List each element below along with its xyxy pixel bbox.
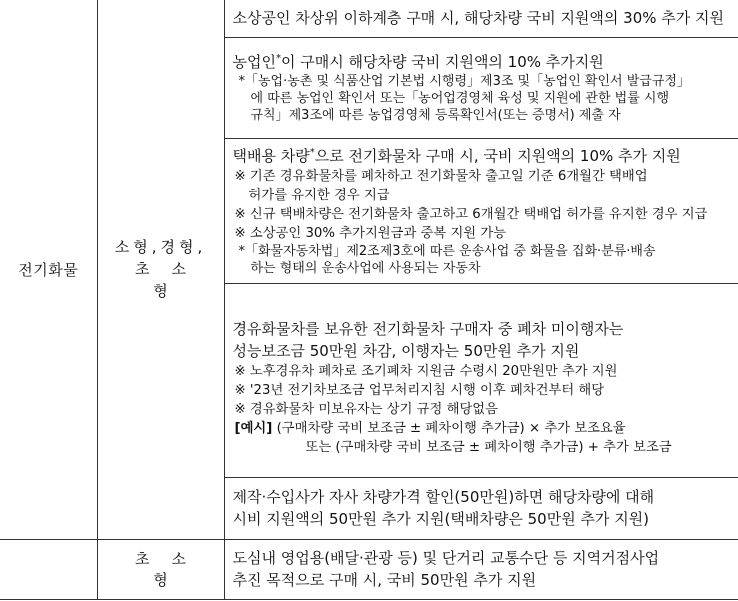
row3-note-3: ※ 소상공인 30% 추가지원금과 중복 지원 가능 — [234, 225, 507, 241]
row2-foot-line2: 에 따른 농업인 확인서 또는「농어업경영체 육성 및 지원에 관한 법률 시행 — [250, 91, 670, 106]
row4-example-line2: 또는 (구매차량 국비 보조금 ± 폐차이행 추가금) + 추가 보조금 — [305, 439, 672, 455]
row6-content — [224, 539, 738, 599]
row3-main-b: 으로 전기화물차 구매 시, 국비 지원액의 10% 추가 지원 — [314, 146, 681, 165]
row4-example — [233, 419, 732, 438]
table-row — [0, 0, 738, 37]
row4-main-line1: 경유화물차를 보유한 전기화물차 구매자 중 폐차 미이행자는 — [232, 319, 624, 338]
row6-main-line2: 추진 목적으로 구매 시, 국비 50만원 추가 지원 — [232, 571, 537, 589]
category-cell — [0, 0, 97, 539]
row3-content — [224, 138, 738, 283]
row5-main-line2: 시비 지원액의 50만원 추가 지원(택배차량은 50만원 추가 지원) — [232, 510, 650, 528]
row4-note-3: ※ 경유화물차 미보유자는 상기 규정 해당없음 — [234, 401, 498, 417]
subcategory-cell — [97, 0, 224, 539]
row3-note-1 — [233, 167, 732, 205]
row4-note-2: ※ '23년 전기차보조금 업무처리지침 시행 이후 폐차건부터 해당 — [234, 382, 605, 398]
row3-foot-line2: 하는 형태의 운송사업에 사용되는 자동차 — [250, 260, 481, 276]
table-row — [0, 539, 738, 599]
row2-foot-line3: 규칙」제3조에 따른 농업경영체 등록확인서(또는 증명서) 제출 자 — [250, 108, 621, 123]
row2-foot-line1: *「농업·농촌 및 식품산업 기본법 시행령」제3조 및「농업인 확인서 발급규정」 — [238, 74, 690, 89]
row4-content — [224, 283, 738, 477]
row2-footnote — [233, 73, 732, 124]
row1-content — [224, 0, 738, 37]
row3-note-2: ※ 신규 택배차량은 전기화물차 출고하고 6개월간 택배업 허가를 유지한 경우 지급 — [234, 206, 708, 222]
category-cell-empty — [0, 539, 97, 599]
footnote-marker: * — [275, 53, 281, 64]
row5-main-line1: 제작·수입사가 자사 차량가격 할인(50만원)하면 해당차량에 대해 — [232, 488, 655, 506]
row3-foot-line1: *「화물자동차법」제2조제3호에 따른 운송사업 중 화물을 집화·분류·배송 — [238, 243, 656, 259]
row4-example-line1: (구매차량 국비 보조금 ± 폐차이행 추가금) × 추가 보조요율 — [272, 420, 626, 436]
footnote-marker: * — [309, 146, 315, 158]
row6-main-line1: 도심내 영업용(배달·관광 등) 및 단거리 교통수단 등 지역거점사업 — [232, 549, 660, 567]
subcategory-label-line1: 소형,경형, — [114, 238, 207, 257]
row2-main-a: 농업인 — [232, 53, 276, 71]
row3-note1-line1: ※ 기존 경유화물차를 폐차하고 전기화물차 출고일 기준 6개월간 택배업 — [234, 168, 648, 184]
row1-main-text: 소상공인 차상위 이하계층 구매 시, 해당차량 국비 지원액의 30% 추가 지원 — [232, 9, 725, 28]
subcategory-cell-2 — [97, 539, 224, 599]
row2-main-b: 이 구매시 해당차량 국비 지원액의 10% 추가지원 — [280, 53, 604, 71]
subcategory-label-line2: 초소형 — [135, 260, 208, 301]
example-tag: [예시] — [234, 420, 273, 436]
row3-main-a: 택배용 차량 — [232, 146, 310, 165]
row3-footnote — [233, 243, 732, 277]
row5-content — [224, 477, 738, 539]
row2-content — [224, 37, 738, 138]
row3-note1-line2: 허가를 유지한 경우 지급 — [248, 187, 390, 203]
category-label: 전기화물 — [18, 260, 79, 279]
row2-main-text — [233, 51, 732, 73]
row4-note-1: ※ 노후경유차 폐차로 조기폐차 지원금 수령시 20만원만 추가 지원 — [234, 363, 618, 379]
row3-main-text — [233, 145, 732, 167]
row4-main-line2: 성능보조금 50만원 차감, 이행자는 50만원 추가 지원 — [232, 341, 580, 360]
subcategory-label: 초소형 — [135, 550, 208, 589]
